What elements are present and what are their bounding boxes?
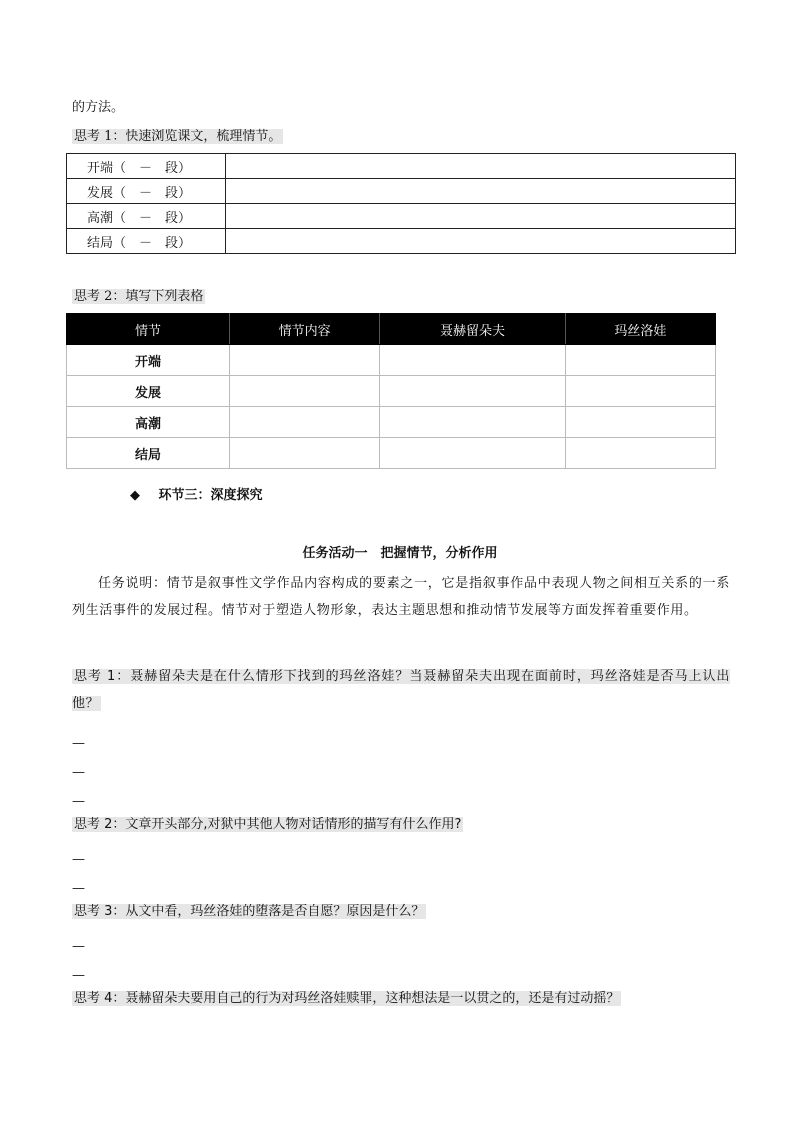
table-row <box>67 438 716 469</box>
answer-cell[interactable] <box>565 376 715 407</box>
row-label: 高潮 <box>67 407 230 438</box>
row-label: 发展 <box>67 376 230 407</box>
row-label: 开端 <box>67 345 230 376</box>
section-heading <box>130 486 263 506</box>
table-row <box>67 179 736 204</box>
table-row <box>67 204 736 229</box>
answer-line[interactable]: — <box>72 852 85 867</box>
section-title: 环节三：深度探究 <box>158 488 263 503</box>
diamond-bullet-icon: ◆ <box>130 488 140 503</box>
think-question-2: 思考 2：文章开头部分,对狱中其他人物对话情形的描写有什么作用? <box>74 817 462 832</box>
table-row <box>67 376 716 407</box>
answer-cell[interactable] <box>380 438 566 469</box>
answer-cell[interactable] <box>226 154 736 179</box>
plot-stage-cell: 结局（ － 段） <box>67 229 226 254</box>
answer-cell[interactable] <box>226 204 736 229</box>
answer-line[interactable]: — <box>72 939 85 954</box>
answer-cell[interactable] <box>565 438 715 469</box>
header-maslova: 玛丝洛娃 <box>565 314 715 345</box>
header-nekhlyudov: 聂赫留朵夫 <box>380 314 566 345</box>
think-1-label: 思考 1：快速浏览课文，梳理情节。 <box>74 129 282 144</box>
think-2-label: 思考 2：填写下列表格 <box>74 289 204 304</box>
row-label: 结局 <box>67 438 230 469</box>
think-question-4: 思考 4：聂赫留朵夫要用自己的行为对玛丝洛娃赎罪，这种想法是一以贯之的，还是有过动摇？ <box>74 991 620 1006</box>
answer-cell[interactable] <box>230 376 380 407</box>
answer-line[interactable]: — <box>72 968 85 983</box>
plot-stage-cell: 发展（ － 段） <box>67 179 226 204</box>
answer-cell[interactable] <box>380 345 566 376</box>
answer-line[interactable]: — <box>72 794 85 809</box>
answer-cell[interactable] <box>226 179 736 204</box>
table-row <box>67 154 736 179</box>
task-description: 任务说明：情节是叙事性文学作品内容构成的要素之一，它是指叙事作品中表现人物之间相互关系的一系列生活事件的发展过程。情节对于塑造人物形象，表达主题思想和推动情节发展等方面发挥着重要作用。 <box>72 576 730 618</box>
answer-line[interactable]: — <box>72 765 85 780</box>
think-question-1: 思考 1：聂赫留朵夫是在什么情形下找到的玛丝洛娃？当聂赫留朵夫出现在面前时，玛丝洛娃是否马上认出他？ <box>72 669 730 711</box>
header-plot-content: 情节内容 <box>230 314 380 345</box>
think-question-3: 思考 3：从文中看，玛丝洛娃的堕落是否自愿？原因是什么？ <box>74 904 425 919</box>
header-plot: 情节 <box>67 314 230 345</box>
answer-cell[interactable] <box>565 407 715 438</box>
answer-cell[interactable] <box>230 345 380 376</box>
table-header-row <box>67 314 716 345</box>
character-plot-table <box>66 313 716 469</box>
table-row <box>67 229 736 254</box>
answer-cell[interactable] <box>226 229 736 254</box>
answer-cell[interactable] <box>230 438 380 469</box>
answer-cell[interactable] <box>565 345 715 376</box>
answer-line[interactable]: — <box>72 881 85 896</box>
answer-cell[interactable] <box>230 407 380 438</box>
table-row <box>67 345 716 376</box>
plot-stage-cell: 开端（ － 段） <box>67 154 226 179</box>
answer-cell[interactable] <box>380 407 566 438</box>
answer-line[interactable]: — <box>72 736 85 751</box>
intro-text: 的方法。 <box>72 100 125 115</box>
task-title: 任务活动一 把握情节，分析作用 <box>302 546 498 561</box>
plot-stage-cell: 高潮（ － 段） <box>67 204 226 229</box>
answer-cell[interactable] <box>380 376 566 407</box>
table-row <box>67 407 716 438</box>
plot-outline-table <box>66 153 736 254</box>
